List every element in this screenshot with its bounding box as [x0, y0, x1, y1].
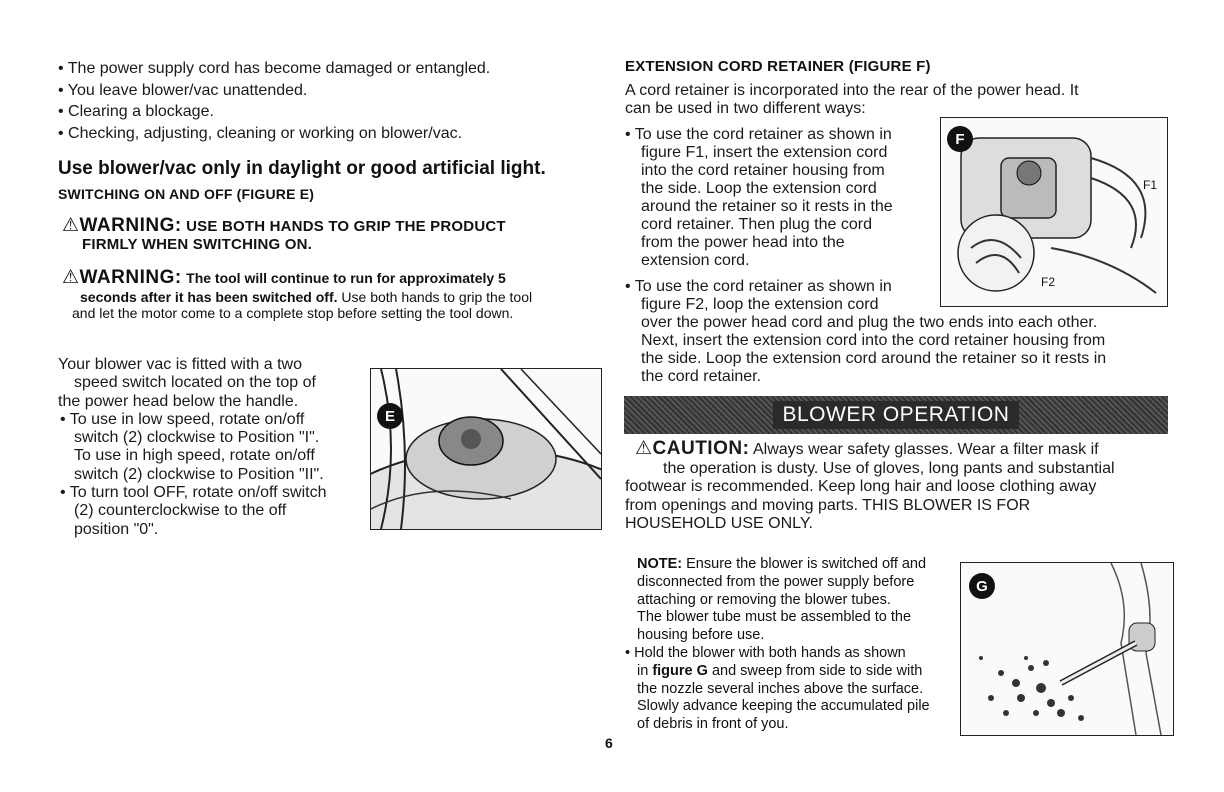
speed-bullet: • To use in low speed, rotate on/off	[58, 411, 363, 429]
retainer-intro: A cord retainer is incorporated into the rear of the power head. It can be used in two different ways:	[625, 82, 1079, 117]
warning-label: ⚠WARNING:	[62, 267, 182, 288]
figure-g	[960, 562, 1174, 736]
warning-1	[62, 214, 602, 253]
figure-f-badge: F	[947, 126, 973, 152]
condition-item: • The power supply cord has become damaged or entangled.	[58, 58, 578, 80]
conditions-list	[58, 58, 578, 144]
switching-heading: SWITCHING ON AND OFF (FIGURE E)	[58, 186, 315, 202]
caution-block: ⚠CAUTION: Always wear safety glasses. Wear a filter mask if the operation is dusty. Use of gloves, long pants and substantial footwear is recommended. Keep long hair and loose clothing away from openings and moving parts. THIS BLOWER IS FOR HOUSEHOLD USE ONLY.	[625, 438, 1115, 532]
daylight-heading: Use blower/vac only in daylight or good artificial light.	[58, 158, 546, 179]
figure-g-reference: figure G	[652, 662, 708, 679]
condition-item: • You leave blower/vac unattended.	[58, 80, 578, 102]
warning-rest: Use both hands to grip the tool	[341, 289, 533, 305]
warning-2	[62, 266, 602, 321]
retainer-f1-bullet: • To use the cord retainer as shown in figure F1, insert the extension cord into the cord retainer housing from the side. Loop the extension cord around the retainer so it rests in the cord retainer. Then plug the cord from the power head into the extension cord.	[625, 126, 945, 270]
warning-text: USE BOTH HANDS TO GRIP THE PRODUCT	[186, 218, 506, 235]
hold-instruction: • Hold the blower with both hands as shown	[625, 645, 967, 663]
note-label: NOTE:	[637, 556, 683, 572]
speed-bullet: • To turn tool OFF, rotate on/off switch	[58, 484, 363, 502]
warning-label: ⚠WARNING:	[62, 215, 182, 236]
retainer-f2-bullet: • To use the cord retainer as shown in figure F2, loop the extension cord over the power head cord and plug the two ends into each other. Next, insert the extension cord into the cord retainer housing from the side. Loop the extension cord around the retainer so it rests in the cord retainer.	[625, 278, 1185, 386]
retainer-heading: EXTENSION CORD RETAINER (FIGURE F)	[625, 58, 931, 75]
note-block: NOTE: Ensure the blower is switched off and disconnected from the power supply before attaching or removing the blower tubes. The blower tube must be assembled to the housing before use. • Hold the blower with both hands as shown in figure G and sweep from side to side with the nozzle several inches above the surface. Slowly advance keeping the accumulated pile of debris in front of you.	[637, 556, 967, 734]
figure-f1-label: F1	[1142, 178, 1157, 192]
blower-operation-banner	[624, 396, 1168, 434]
condition-item: • Clearing a blockage.	[58, 101, 578, 123]
figure-f2-label: F2	[1041, 275, 1056, 289]
warning-rest-cont: and let the motor come to a complete stop before setting the tool down.	[72, 305, 514, 321]
condition-item: • Checking, adjusting, cleaning or working on blower/vac.	[58, 123, 578, 145]
figure-f	[940, 117, 1168, 307]
warning-bold: The tool will continue to run for approximately 5	[186, 270, 506, 286]
warning-text-cont: FIRMLY WHEN SWITCHING ON.	[82, 236, 312, 253]
figure-g-badge: G	[969, 573, 995, 599]
figure-e	[370, 368, 602, 530]
speed-switch-text: Your blower vac is fitted with a two speed switch located on the top of the power head below the handle. • To use in low speed, rotate on/off switch (2) clockwise to Position "I". To use in high speed, rotate on/off switch (2) clockwise to Position "II". • To turn tool OFF, rotate on/off switch (2) counterclockwise to the off position "0".	[58, 356, 363, 539]
figure-e-illustration	[371, 369, 601, 529]
figure-e-badge: E	[377, 403, 403, 429]
banner-title: BLOWER OPERATION	[773, 401, 1020, 429]
warning-bold-cont: seconds after it has been switched off.	[80, 289, 338, 305]
caution-label: ⚠CAUTION:	[635, 438, 750, 459]
page-number: 6	[605, 735, 613, 751]
